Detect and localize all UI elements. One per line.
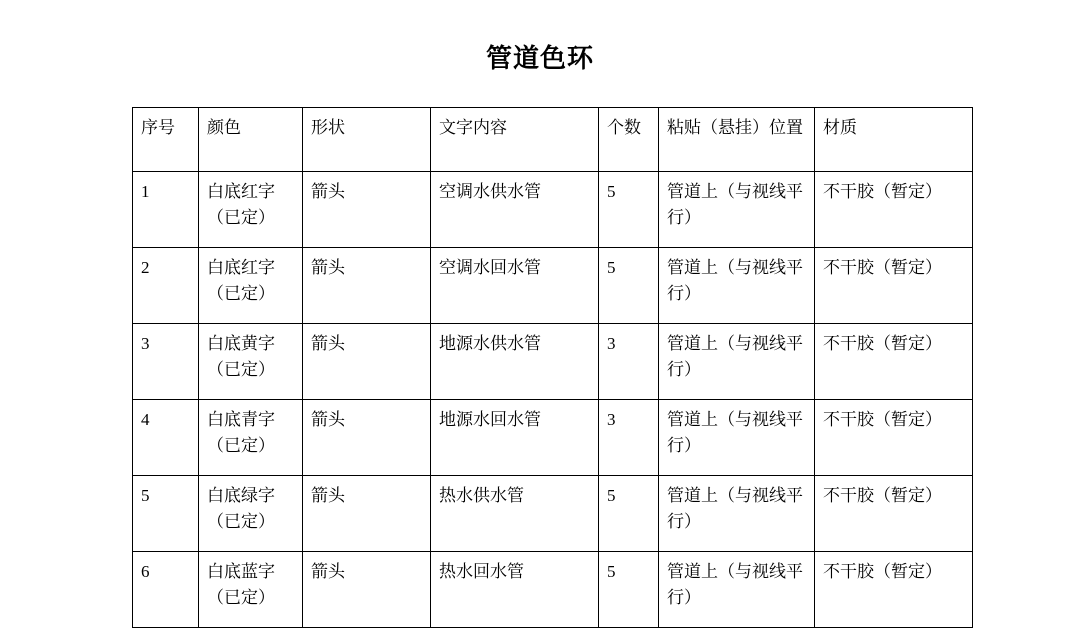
pipe-color-ring-table-wrap	[132, 107, 972, 628]
cell-shape: 箭头	[303, 552, 431, 628]
cell-text: 热水供水管	[431, 476, 599, 552]
cell-text: 地源水回水管	[431, 400, 599, 476]
cell-text: 空调水回水管	[431, 248, 599, 324]
cell-count: 5	[599, 248, 659, 324]
cell-color: 白底绿字（已定）	[199, 476, 303, 552]
column-header-position: 粘贴（悬挂）位置	[659, 108, 815, 172]
cell-shape: 箭头	[303, 172, 431, 248]
table-header-row	[133, 108, 973, 172]
cell-color: 白底蓝字（已定）	[199, 552, 303, 628]
cell-text: 空调水供水管	[431, 172, 599, 248]
table-row	[133, 400, 973, 476]
column-header-index: 序号	[133, 108, 199, 172]
cell-material: 不干胶（暂定）	[815, 324, 973, 400]
cell-index: 2	[133, 248, 199, 324]
cell-color: 白底青字（已定）	[199, 400, 303, 476]
cell-color: 白底红字（已定）	[199, 172, 303, 248]
column-header-count: 个数	[599, 108, 659, 172]
column-header-color: 颜色	[199, 108, 303, 172]
cell-count: 5	[599, 476, 659, 552]
cell-index: 5	[133, 476, 199, 552]
cell-count: 3	[599, 400, 659, 476]
cell-material: 不干胶（暂定）	[815, 476, 973, 552]
cell-count: 3	[599, 324, 659, 400]
cell-color: 白底黄字（已定）	[199, 324, 303, 400]
cell-position: 管道上（与视线平行）	[659, 476, 815, 552]
cell-shape: 箭头	[303, 400, 431, 476]
cell-position: 管道上（与视线平行）	[659, 324, 815, 400]
cell-shape: 箭头	[303, 248, 431, 324]
cell-index: 3	[133, 324, 199, 400]
column-header-text: 文字内容	[431, 108, 599, 172]
table-row	[133, 324, 973, 400]
table-row	[133, 248, 973, 324]
cell-index: 6	[133, 552, 199, 628]
column-header-shape: 形状	[303, 108, 431, 172]
cell-color: 白底红字（已定）	[199, 248, 303, 324]
cell-material: 不干胶（暂定）	[815, 552, 973, 628]
cell-index: 4	[133, 400, 199, 476]
cell-position: 管道上（与视线平行）	[659, 552, 815, 628]
cell-position: 管道上（与视线平行）	[659, 400, 815, 476]
cell-text: 热水回水管	[431, 552, 599, 628]
cell-material: 不干胶（暂定）	[815, 248, 973, 324]
table-row	[133, 172, 973, 248]
cell-shape: 箭头	[303, 476, 431, 552]
cell-count: 5	[599, 172, 659, 248]
cell-index: 1	[133, 172, 199, 248]
cell-material: 不干胶（暂定）	[815, 172, 973, 248]
cell-count: 5	[599, 552, 659, 628]
pipe-color-ring-table	[132, 107, 973, 628]
table-row	[133, 552, 973, 628]
cell-text: 地源水供水管	[431, 324, 599, 400]
document-page	[0, 38, 1080, 608]
cell-material: 不干胶（暂定）	[815, 400, 973, 476]
cell-position: 管道上（与视线平行）	[659, 248, 815, 324]
table-row	[133, 476, 973, 552]
column-header-material: 材质	[815, 108, 973, 172]
cell-shape: 箭头	[303, 324, 431, 400]
page-title: 管道色环	[485, 44, 594, 73]
cell-position: 管道上（与视线平行）	[659, 172, 815, 248]
